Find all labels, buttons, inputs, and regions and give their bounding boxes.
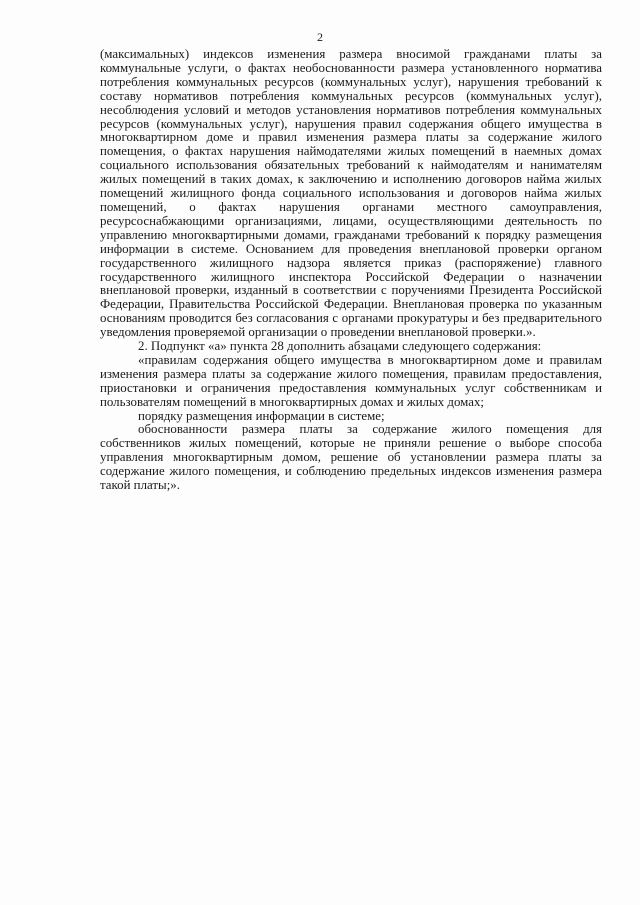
document-body <box>100 48 602 493</box>
paragraph-continuation: (максимальных) индексов изменения размера вносимой гражданами платы за коммунальные услуги, о фактах необоснованности размера установленного норматива потребления коммунальных ресурсов (коммунальных услуг), нарушения требований к составу нормативов потребления коммунальных ресурсов (коммунальных услуг), несоблюдения условий и методов установления нормативов потребления коммунальных ресурсов (коммунальных услуг), нарушения правил содержания общего имущества в многоквартирном доме и правил изменения размера платы за содержание жилого помещения, о фактах нарушения наймодателями жилых помещений в наемных домах социального использования обязательных требований к наймодателям и нанимателям жилых помещений в таких домах, к заключению и исполнению договоров найма жилых помещений жилищного фонда социального использования и договоров найма жилых помещений, о фактах нарушения органами местного самоуправления, ресурсоснабжающими организациями, лицами, осуществляющими деятельность по управлению многоквартирными домами, гражданами требований к порядку размещения информации в системе. Основанием для проведения внеплановой проверки органом государственного жилищного надзора является приказ (распоряжение) главного государственного жилищного инспектора Российской Федерации о назначении внеплановой проверки, изданный в соответствии с поручениями Президента Российской Федерации, Правительства Российской Федерации. Внеплановая проверка по указанным основаниям проводится без согласования с органами прокуратуры и без предварительного уведомления проверяемой организации о проведении внеплановой проверки.». <box>100 47 602 340</box>
page-number: 2 <box>317 30 323 44</box>
paragraph-information-order: порядку размещения информации в системе; <box>138 408 385 423</box>
paragraph-quoted-rules: «правилам содержания общего имущества в многоквартирном доме и правилам изменения размера платы за содержание жилого помещения, правилам предоставления, приостановки и ограничения предоставления коммунальных услуг собственникам и пользователям помещений в многоквартирных домах и жилых домах; <box>100 352 602 409</box>
paragraph-amendment-heading: 2. Подпункт «а» пункта 28 дополнить абзацами следующего содержания: <box>138 339 542 354</box>
paragraph-fee-justification: обоснованности размера платы за содержание жилого помещения для собственников жилых помещений, которые не приняли решение о выборе способа управления многоквартирным домом, решение об установлении размера платы за содержание жилого помещения, и соблюдению предельных индексов изменения размера такой платы;». <box>100 422 602 493</box>
